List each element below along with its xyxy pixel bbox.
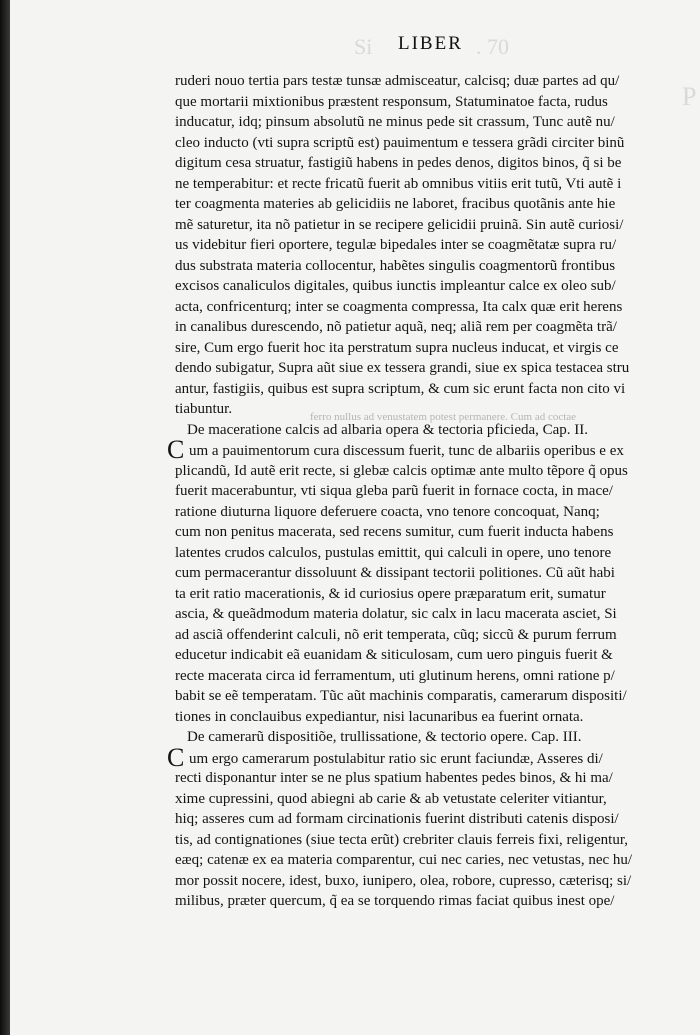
text-line: plicandũ, Id autẽ erit recte, si glebæ calcis optimæ ante multo tẽpore q̃ opus [175,462,628,479]
text-line: acta, confricenturq; inter se coagmenta compressa, Ita calx quæ erit herens [175,298,623,315]
body-text [167,71,637,912]
text-line: dendo subigatur, Supra aũt siue ex tessera grandi, siue ex spica testacea stru [175,360,630,376]
text-line: digitum cesa struatur, fastigiũ habens in pedes denos, digitos binos, q̃ si be [175,155,622,171]
running-head: LIBER [398,33,463,54]
chapter-2-heading: De maceratione calcis ad albaria opera & tectoria pficieda, Cap. II. [187,421,589,438]
text-line: eæq; catenæ ex ea materia comparentur, cui nec caries, nec vetustas, nec hu/ [175,852,633,868]
book-gutter [0,0,10,1035]
text-line: ta erit ratio macerationis, & id curiosius opere præparatum erit, sumatur [175,585,606,602]
text-line: tiabuntur. [175,401,233,417]
drop-initial: C [167,435,185,464]
text-line: cleo inducto (vti supra scriptũ est) pauimentum e tessera grãdi circiter binũ [175,134,625,151]
text-line: fuerit macerabuntur, vti siqua gleba parũ fuerit in fornace cocta, in mace/ [175,483,613,499]
drop-initial: C [167,742,185,772]
text-line: mor possit nocere, idest, buxo, iunipero, olea, robore, cupresso, cæterisq; si/ [175,872,632,889]
text-line: tiones in conclauibus expediantur, nisi lacunaribus ea fuerint ornata. [175,708,584,725]
text-line: ter coagmenta materies ab gelicidiis ne laboret, fracibus quotãnis ante hie [175,196,616,212]
chapter-1-text [175,71,637,420]
bleed-through-text: ferro nullus ad venustatem potest permanere. Cum ad coctae [310,411,577,423]
text-line: milibus, præter quercum, q̃ ea se torquendo rimas faciat quibus inest ope/ [175,893,615,909]
text-line: latentes crudos calculos, pustulas emittit, qui calculi in opere, uno tenore [175,544,612,561]
text-line: ad asciã offenderint calculi, nõ erit temperata, cũq; siccũ & purum ferrum [175,626,617,643]
text-line: mẽ saturetur, ita nõ patietur in se recipere gelicidii pruinã. Sin autẽ curiosi/ [175,216,624,233]
text-line: xime cupressini, quod abiegni ab carie & ab vetustate celeriter vitiantur, [175,790,607,807]
text-line: educetur indicabit eã euanidam & siticulosam, cum uero pinguis fuerit & [175,647,613,663]
text-line: ratione diuturna liquore deferuere coacta, vno tenore concoquat, Nanq; [175,503,600,520]
text-line: excisos canaliculos digitales, quibus iunctis impleantur calce ex oleo sub/ [175,278,616,294]
text-line: ruderi nouo tertia pars testæ tunsæ admisceatur, calcisq; duæ partes ad qu/ [175,73,620,89]
text-line-content: um ergo camerarum postulabitur ratio sic erunt faciundæ, Asseres di/ [189,750,603,767]
text-line-content: um a pauimentorum cura discessum fuerit, tunc de albariis operibus e ex [189,443,624,459]
book-page [10,0,700,1035]
bleed-mark: . 70 [476,34,509,59]
text-line: babit se eẽ temperatam. Tũc aũt machinis comparatis, camerarum dispositi/ [175,688,627,704]
text-line: recte macerata circa id ferramentum, uti glutinum herens, omni ratione p/ [175,667,615,684]
bleed-mark: P [682,82,697,111]
text-line: inducatur, idq; pinsum absolutũ ne minus pede sit crassum, Tunc autẽ nu/ [175,114,615,130]
text-line [167,742,637,772]
text-line: us videbitur fieri oportere, tegulæ bipedales inter se coagmẽtatæ supra ru/ [175,237,617,253]
chapter-2-text [167,435,637,727]
text-line: cum non penitus macerata, sed recens sumitur, cum fuerit inducta habens [175,524,614,540]
chapter-3-heading: De camerarũ dispositiõe, trullissatione, & tectorio opere. Cap. III. [187,729,582,745]
text-line: dus substrata materia collocentur, habẽtes singulis coagmentorũ frontibus [175,257,616,274]
bleed-mark: Si [354,34,373,59]
text-line [167,435,637,464]
chapter-3-text [167,742,637,912]
text-line: cum permacerantur dissoluunt & dissipant tectorii politiones. Cũ aũt habi [175,565,615,581]
text-line: ne temperabitur: et recte fricatũ fuerit ab omnibus vitiis erit tutũ, Vti autẽ i [175,175,622,192]
text-line: hiq; asseres cum ad formam circinationis fuerint distributi catenis disposi/ [175,811,619,827]
text-line: in canalibus durescendo, nõ patietur aquã, neq; aliã rem per coagmẽta trã/ [175,319,617,335]
text-line: sire, Cum ergo fuerit hoc ita perstratum supra nucleus inducat, et virgis ce [175,339,619,356]
text-line: ascia, & queãdmodum materia dolatur, sic calx in lacu macerata asciet, Si [175,606,617,622]
text-line: que mortarii mixtionibus præstent responsum, Statuminatoe facta, rudus [175,93,608,110]
text-line: recti disponantur inter se ne plus spatium habentes pedes binos, & hi ma/ [175,770,613,786]
text-line: tis, ad contignationes (siue tecta erũt) crebriter clauis ferreis fixi, religentur, [175,831,628,848]
text-line: antur, fastigiis, quibus est supra scriptum, & cum sic erunt facta non cito vi [175,380,626,397]
